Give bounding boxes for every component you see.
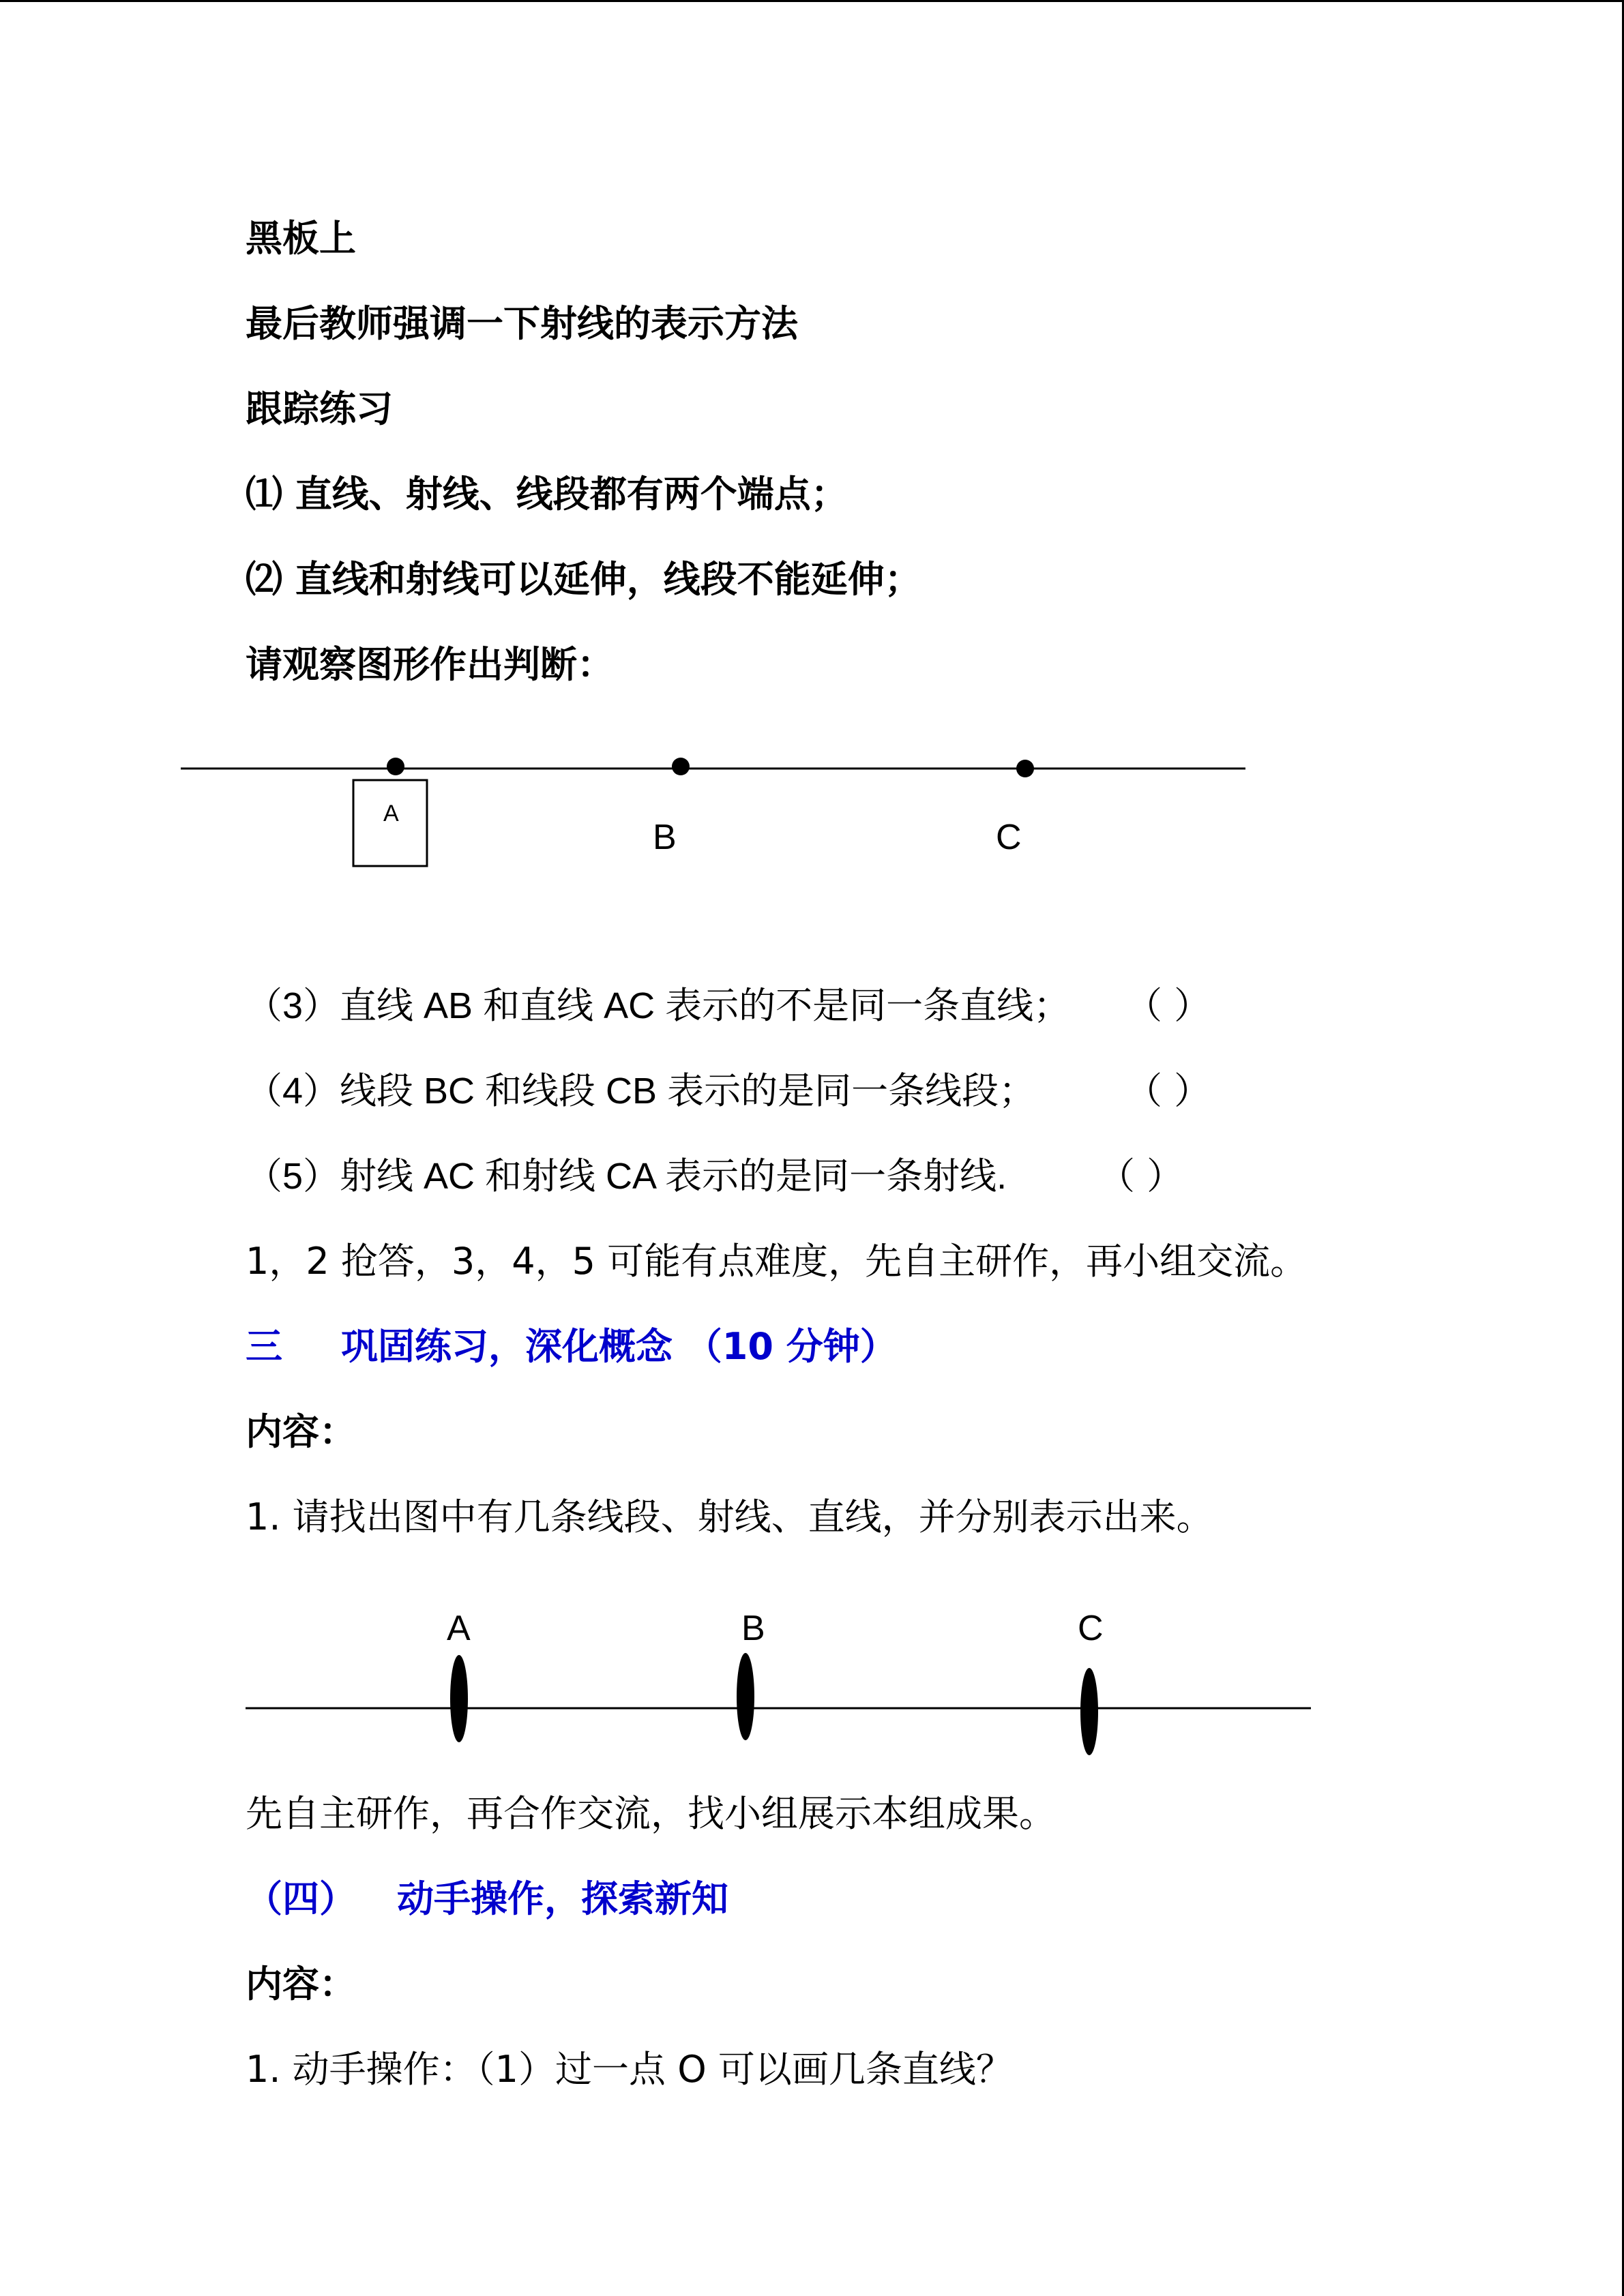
point-a-mark [450, 1655, 468, 1742]
task-draw-lines: 1. 动手操作：（1）过一点 O 可以画几条直线？ [246, 2048, 1013, 2091]
question-4-text: （4）线段 BC 和线段 CB 表示的是同一条线段； [246, 1071, 1036, 1112]
point-b-mark [737, 1653, 754, 1740]
section-3-title: 巩固练习，深化概念 （10 分钟） [341, 1325, 897, 1368]
label-c: C [1078, 1609, 1104, 1648]
label-a: A [447, 1609, 471, 1648]
label-b: B [741, 1609, 765, 1648]
section-4-number: （四） [246, 1877, 356, 1920]
question-4-answer-blank[interactable]: （ ） [1125, 1069, 1211, 1112]
note-answering: 1，2 抢答，3，4，5 可能有点难度，先自主研作，再小组交流。 [246, 1240, 1308, 1283]
note-collaborate: 先自主研作，再合作交流，找小组展示本组成果。 [246, 1792, 1056, 1835]
content-label: 内容： [246, 1963, 356, 2006]
question-3-answer-blank[interactable]: （ ） [1125, 984, 1211, 1027]
task-find-lines: 1. 请找出图中有几条线段、射线、直线，并分别表示出来。 [246, 1495, 1213, 1538]
label-c: C [996, 818, 1022, 857]
question-5-text: （5）射线 AC 和射线 CA 表示的是同一条射线. [246, 1156, 1007, 1197]
text-ray-notation: 最后教师强调一下射线的表示方法 [246, 302, 798, 345]
question-3-text: （3）直线 AB 和直线 AC 表示的不是同一条直线； [246, 985, 1071, 1026]
section-4-heading [246, 1872, 728, 1926]
section-3-number: 三 [246, 1325, 282, 1368]
question-5-answer-blank[interactable]: （ ） [1098, 1154, 1184, 1197]
label-a: A [383, 801, 399, 826]
statement-2: ⑵ 直线和射线可以延伸，线段不能延伸； [246, 558, 921, 601]
instruction-observe: 请观察图形作出判断： [246, 643, 614, 686]
text-blackboard: 黑板上 [246, 217, 356, 260]
statement-1: ⑴ 直线、射线、线段都有两个端点； [246, 473, 848, 516]
section-4-title: 动手操作，探索新知 [397, 1877, 728, 1920]
point-c-mark [1080, 1668, 1098, 1755]
content-label: 内容： [246, 1410, 356, 1453]
heading-tracking-practice: 跟踪练习 [246, 387, 393, 430]
label-b: B [653, 818, 677, 857]
